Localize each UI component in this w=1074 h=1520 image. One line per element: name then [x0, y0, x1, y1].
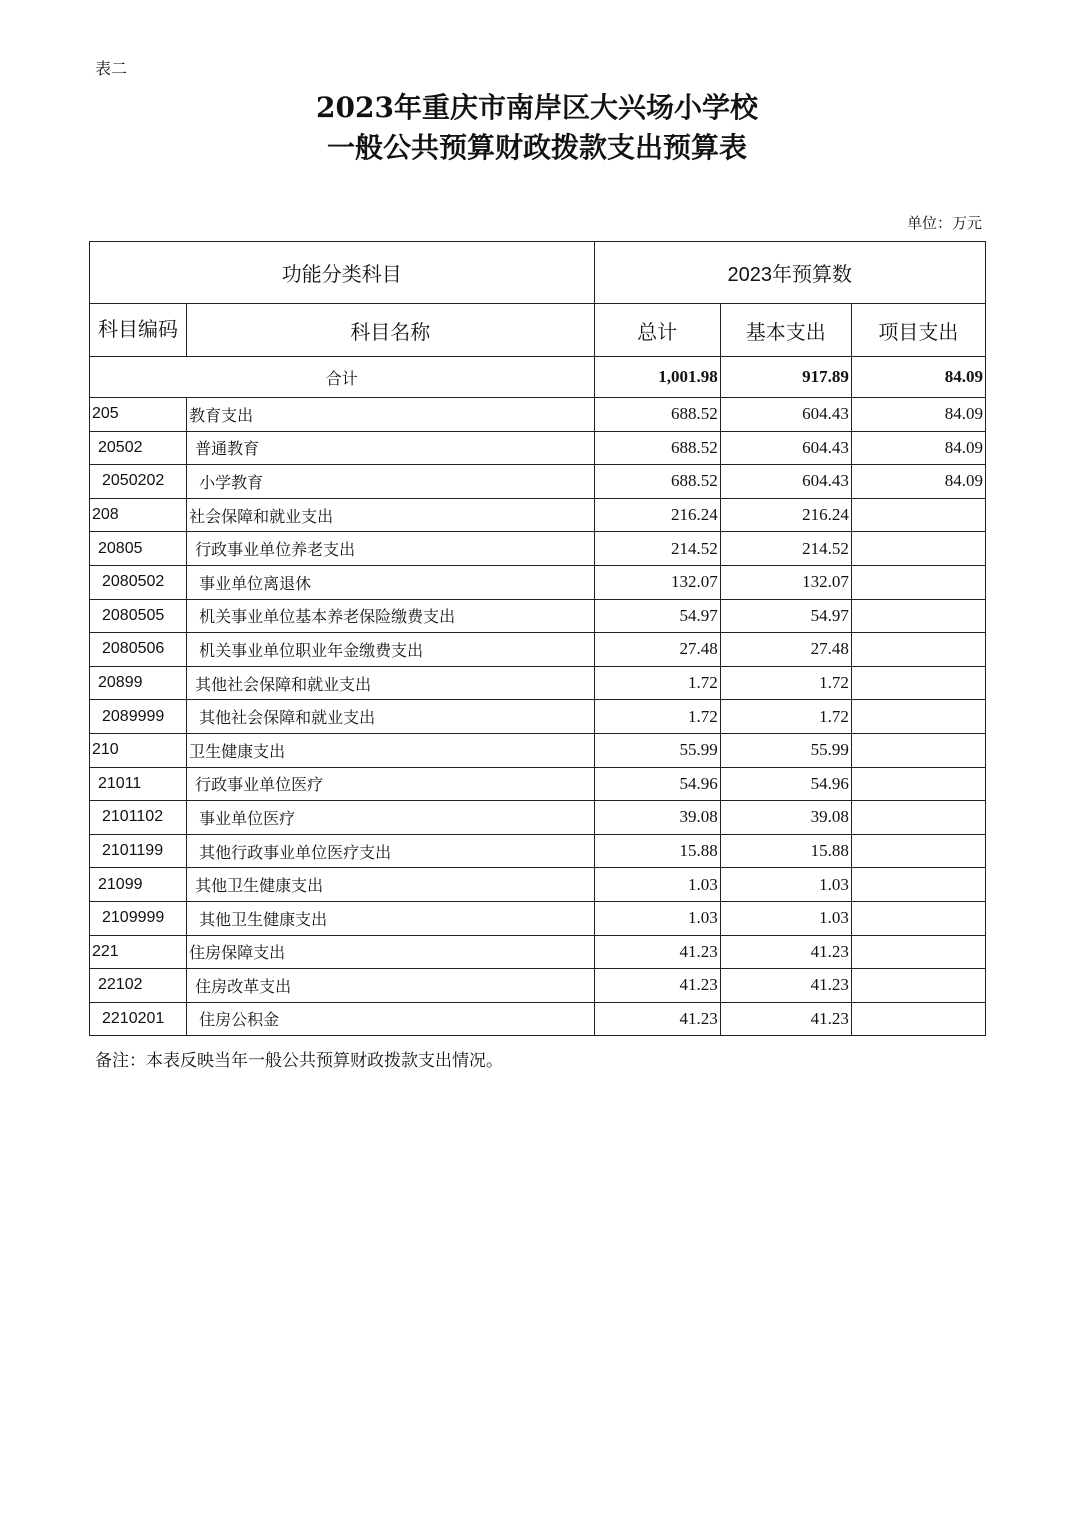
row-total: 1.72	[594, 666, 720, 700]
row-name: 机关事业单位基本养老保险缴费支出	[187, 599, 594, 633]
table-row	[90, 431, 986, 465]
row-name: 事业单位离退休	[187, 565, 594, 599]
row-total: 1.03	[594, 868, 720, 902]
row-basic: 41.23	[720, 935, 851, 969]
row-name: 卫生健康支出	[187, 733, 594, 767]
row-project	[851, 801, 985, 835]
row-name: 教育支出	[187, 398, 594, 432]
header-total: 总计	[594, 304, 720, 357]
table-row	[90, 666, 986, 700]
row-code: 2080502	[90, 565, 187, 599]
header-project: 项目支出	[851, 304, 985, 357]
row-code: 22102	[90, 969, 187, 1003]
row-basic: 604.43	[720, 465, 851, 499]
row-name: 机关事业单位职业年金缴费支出	[187, 633, 594, 667]
row-code: 2089999	[90, 700, 187, 734]
row-code: 20805	[90, 532, 187, 566]
row-project	[851, 1002, 985, 1036]
row-total: 41.23	[594, 935, 720, 969]
table-row	[90, 767, 986, 801]
row-basic: 27.48	[720, 633, 851, 667]
row-project	[851, 700, 985, 734]
table-row	[90, 398, 986, 432]
table-tag: 表二	[95, 59, 128, 78]
table-row	[90, 700, 986, 734]
row-total: 214.52	[594, 532, 720, 566]
header-budget: 2023年预算数	[594, 242, 985, 304]
header-category: 功能分类科目	[90, 242, 595, 304]
row-project	[851, 935, 985, 969]
row-basic: 55.99	[720, 733, 851, 767]
row-project	[851, 969, 985, 1003]
row-code: 2109999	[90, 901, 187, 935]
row-code: 20899	[90, 666, 187, 700]
row-code: 21011	[90, 767, 187, 801]
row-code: 205	[90, 398, 187, 432]
table-row	[90, 599, 986, 633]
row-basic: 1.03	[720, 901, 851, 935]
row-code: 2050202	[90, 465, 187, 499]
row-project	[851, 532, 985, 566]
row-name: 普通教育	[187, 431, 594, 465]
row-project	[851, 666, 985, 700]
row-code: 210	[90, 733, 187, 767]
row-total: 27.48	[594, 633, 720, 667]
row-basic: 41.23	[720, 1002, 851, 1036]
row-name: 其他行政事业单位医疗支出	[187, 834, 594, 868]
unit-label: 单位：万元	[906, 214, 982, 232]
row-name: 其他社会保障和就业支出	[187, 666, 594, 700]
row-code: 221	[90, 935, 187, 969]
row-project	[851, 868, 985, 902]
row-basic: 15.88	[720, 834, 851, 868]
row-basic: 54.96	[720, 767, 851, 801]
budget-table	[89, 241, 986, 1036]
summary-label: 合计	[90, 357, 595, 398]
row-total: 1.72	[594, 700, 720, 734]
table-row	[90, 868, 986, 902]
row-basic: 1.72	[720, 666, 851, 700]
row-name: 社会保障和就业支出	[187, 498, 594, 532]
row-basic: 1.03	[720, 868, 851, 902]
row-total: 41.23	[594, 969, 720, 1003]
row-total: 54.96	[594, 767, 720, 801]
row-total: 54.97	[594, 599, 720, 633]
row-project	[851, 733, 985, 767]
footnote: 备注：本表反映当年一般公共预算财政拨款支出情况。	[95, 1051, 503, 1071]
header-basic: 基本支出	[720, 304, 851, 357]
row-basic: 216.24	[720, 498, 851, 532]
row-name: 事业单位医疗	[187, 801, 594, 835]
row-name: 其他卫生健康支出	[187, 868, 594, 902]
row-total: 216.24	[594, 498, 720, 532]
row-name: 小学教育	[187, 465, 594, 499]
row-code: 2080506	[90, 633, 187, 667]
row-code: 208	[90, 498, 187, 532]
row-name: 其他卫生健康支出	[187, 901, 594, 935]
table-row	[90, 1002, 986, 1036]
table-row	[90, 532, 986, 566]
row-basic: 214.52	[720, 532, 851, 566]
row-code: 21099	[90, 868, 187, 902]
row-code: 2210201	[90, 1002, 187, 1036]
table-row	[90, 498, 986, 532]
table-row	[90, 801, 986, 835]
row-total: 39.08	[594, 801, 720, 835]
row-project: 84.09	[851, 465, 985, 499]
row-name: 住房改革支出	[187, 969, 594, 1003]
title-line-2: 一般公共预算财政拨款支出预算表	[326, 131, 747, 164]
table-row	[90, 565, 986, 599]
table-row	[90, 969, 986, 1003]
row-total: 1.03	[594, 901, 720, 935]
row-total: 41.23	[594, 1002, 720, 1036]
row-basic: 41.23	[720, 969, 851, 1003]
table-row	[90, 633, 986, 667]
row-project	[851, 767, 985, 801]
row-name: 住房保障支出	[187, 935, 594, 969]
summary-total: 1,001.98	[594, 357, 720, 398]
row-total: 55.99	[594, 733, 720, 767]
row-total: 132.07	[594, 565, 720, 599]
row-code: 2080505	[90, 599, 187, 633]
row-basic: 132.07	[720, 565, 851, 599]
header-code: 科目编码	[90, 304, 187, 357]
row-basic: 54.97	[720, 599, 851, 633]
row-code: 2101199	[90, 834, 187, 868]
row-basic: 1.72	[720, 700, 851, 734]
row-code: 2101102	[90, 801, 187, 835]
header-name: 科目名称	[187, 304, 594, 357]
row-basic: 604.43	[720, 398, 851, 432]
row-total: 688.52	[594, 398, 720, 432]
summary-basic: 917.89	[720, 357, 851, 398]
row-project	[851, 834, 985, 868]
row-name: 行政事业单位医疗	[187, 767, 594, 801]
row-project	[851, 565, 985, 599]
table-row	[90, 733, 986, 767]
row-project: 84.09	[851, 398, 985, 432]
row-code: 20502	[90, 431, 187, 465]
row-total: 688.52	[594, 431, 720, 465]
page-title	[0, 88, 1074, 168]
row-basic: 604.43	[720, 431, 851, 465]
row-total: 688.52	[594, 465, 720, 499]
row-name: 其他社会保障和就业支出	[187, 700, 594, 734]
table-row	[90, 465, 986, 499]
table-row	[90, 834, 986, 868]
row-basic: 39.08	[720, 801, 851, 835]
row-project: 84.09	[851, 431, 985, 465]
row-project	[851, 498, 985, 532]
row-name: 住房公积金	[187, 1002, 594, 1036]
row-project	[851, 633, 985, 667]
table-row	[90, 901, 986, 935]
row-total: 15.88	[594, 834, 720, 868]
row-project	[851, 599, 985, 633]
summary-project: 84.09	[851, 357, 985, 398]
row-project	[851, 901, 985, 935]
title-line-1: 2023年重庆市南岸区大兴场小学校	[316, 91, 758, 124]
row-name: 行政事业单位养老支出	[187, 532, 594, 566]
table-row	[90, 935, 986, 969]
